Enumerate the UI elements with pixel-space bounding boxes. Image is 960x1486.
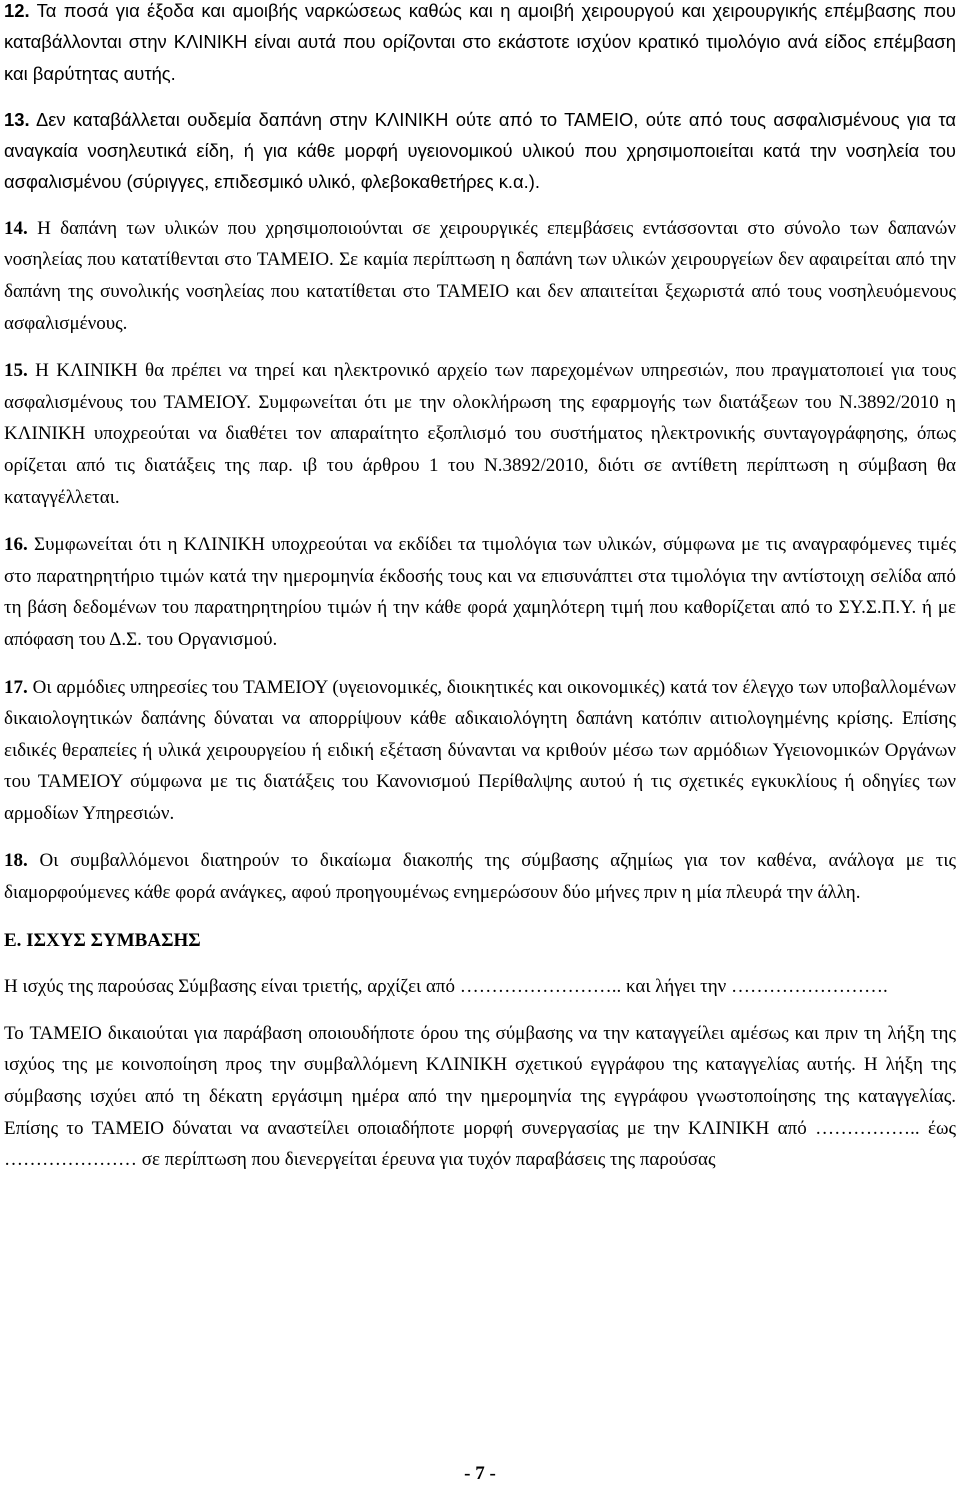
clause-number: 15. <box>4 360 28 382</box>
termination-paragraph: Το ΤΑΜΕΙΟ δικαιούται για παράβαση οποιουδήποτε όρου της σύμβασης να την καταγγείλει αμέσως και πριν τη λήξη της ισχύος της με κοινοποίηση προς την συμβαλλόμενη ΚΛΙΝΙΚΗ σχετικού εγγράφου της καταγγελίας αυτής. Η λήξη της σύμβασης ισχύει από τη δέκατη εργάσιμη ημέρα από την ημερομηνία της εγγράφου γνωστοποίησης της καταγγελίας. Επίσης το ΤΑΜΕΙΟ δύναται να αναστείλει οποιαδήποτε μορφή συνεργασίας με την ΚΛΙΝΙΚΗ από …………….. έως ………………… σε περίπτωση που διενεργείται έρευνα για τυχόν παραβάσεις της παρούσας <box>4 1022 956 1171</box>
clause-14 <box>4 213 956 339</box>
clause-number: 18. <box>4 850 28 872</box>
document-page <box>4 0 956 1176</box>
clause-12 <box>4 0 956 89</box>
clause-17 <box>4 672 956 830</box>
section-heading: Ε. ΙΣΧΥΣ ΣΥΜΒΑΣΗΣ <box>4 929 201 951</box>
clause-16 <box>4 529 956 655</box>
clause-number: 12. <box>4 0 30 21</box>
validity-paragraph: Η ισχύς της παρούσας Σύμβασης είναι τριετής, αρχίζει από …………………….. και λήγει την ……………………. <box>4 976 888 998</box>
clause-text: Συμφωνείται ότι η ΚΛΙΝΙΚΗ υποχρεούται να εκδίδει τα τιμολόγια των υλικών, σύμφωνα με τις αναγραφόμενες τιμές στο παρατηρητήριο τιμών κατά την ημερομηνία έκδοσής τους και να επισυνάπτει στα τιμολόγια την αντίστοιχη σελίδα από τη βάση δεδομένων του παρατηρητηρίου τιμών ή την κάθε φορά χαμηλότερη τιμή που καθορίζεται από το ΣΥ.Σ.Π.Υ. ή με απόφαση του Δ.Σ. του Οργανισμού. <box>4 534 956 650</box>
clause-text: Η ΚΛΙΝΙΚΗ θα πρέπει να τηρεί και ηλεκτρονικό αρχείο των παρεχομένων υπηρεσιών, που πραγματοποιεί για τους ασφαλισμένους του ΤΑΜΕΙΟΥ. Συμφωνείται ότι με την ολοκλήρωση της εφαρμογής των διατάξεων του Ν.3892/2010 η ΚΛΙΝΙΚΗ υποχρεούται να διαθέτει τον απαραίτητο εξοπλισμό του συστήματος ηλεκτρονικής συνταγογράφησης, όπως ορίζεται από τις διατάξεις της παρ. ιβ του άρθρου 1 του Ν.3892/2010, διότι σε αντίθετη περίπτωση η σύμβαση θα καταγγέλλεται. <box>4 360 956 508</box>
clause-text: Οι αρμόδιες υπηρεσίες του ΤΑΜΕΙΟΥ (υγειονομικές, διοικητικές και οικονομικές) κατά τον έλεγχο των υποβαλλομένων δικαιολογητικών δαπάνης δύναται να απορρίψουν κάθε αδικαιολόγητη δαπάνη κατόπιν αιτιολογημένης κρίσης. Επίσης ειδικές θεραπείες ή υλικά χειρουργείου ή ειδική εξέταση δύνανται να κριθούν μέσω των αρμόδιων Υγειονομικών Οργάνων του ΤΑΜΕΙΟΥ σύμφωνα με τις διατάξεις του Κανονισμού Περίθαλψης αυτού ή τις σχετικές εγκυκλίους ή οδηγίες των αρμοδίων Υπηρεσιών. <box>4 676 956 824</box>
clause-15 <box>4 355 956 513</box>
clause-13 <box>4 104 956 198</box>
clause-text: Οι συμβαλλόμενοι διατηρούν το δικαίωμα διακοπής της σύμβασης αζημίως για τον καθένα, ανάλογα με τις διαμορφούμενες κάθε φορά ανάγκες, αφού προηγουμένως ενημερώσουν δύο μήνες πριν η μία πλευρά την άλλη. <box>4 850 956 904</box>
clause-text: Τα ποσά για έξοδα και αμοιβής ναρκώσεως καθώς και η αμοιβή χειρουργού και χειρουργικής επέμβασης που καταβάλλονται στην ΚΛΙΝΙΚΗ είναι αυτά που ορίζονται στο εκάστοτε ισχύον κρατικό τιμολόγιο ανά είδος επέμβαση και βαρύτητας αυτής. <box>4 0 956 84</box>
page-number: - 7 - <box>464 1463 496 1484</box>
clause-18 <box>4 845 956 908</box>
clause-number: 14. <box>4 217 28 239</box>
clause-number: 17. <box>4 676 28 698</box>
clause-number: 16. <box>4 534 28 556</box>
clause-text: Δεν καταβάλλεται ουδεμία δαπάνη στην ΚΛΙΝΙΚΗ ούτε από το ΤΑΜΕΙΟ, ούτε από τους ασφαλισμένους για τα αναγκαία νοσηλευτικά είδη, ή για κάθε μορφή υγειονομικού υλικού που χρησιμοποιείται κατά την νοσηλεία του ασφαλισμένου (σύριγγες, επιδεσμικό υλικό, φλεβοκαθετήρες κ.α.). <box>4 108 956 193</box>
clause-number: 13. <box>4 108 30 130</box>
clause-text: Η δαπάνη των υλικών που χρησιμοποιούνται σε χειρουργικές επεμβάσεις εντάσσονται στο σύνολο των δαπανών νοσηλείας που κατατίθενται στο ΤΑΜΕΙΟ. Σε καμία περίπτωση η δαπάνη των υλικών χειρουργείων δεν αφαιρείται από την δαπάνη της συνολικής νοσηλείας που κατατίθεται στο ΤΑΜΕΙΟ και δεν απαιτείται ξεχωριστά από τους νοσηλευόμενους ασφαλισμένους. <box>4 217 956 334</box>
